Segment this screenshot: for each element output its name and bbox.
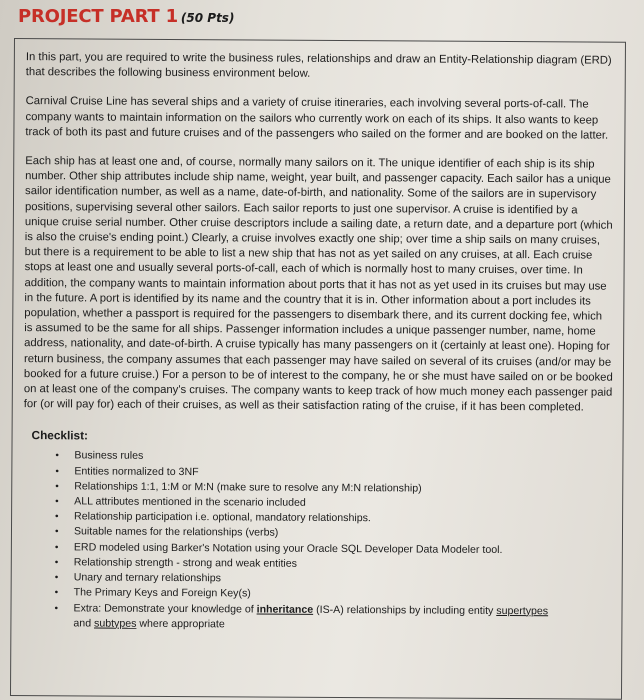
bullet-icon: • (54, 587, 59, 599)
checklist (22, 449, 612, 635)
checklist-item: • Relationship strength - strong and weak entities (54, 556, 298, 570)
checklist-item: • Suitable names for the relationships (verbs) (54, 525, 279, 540)
bullet-icon: • (55, 511, 59, 523)
bullet-icon: • (55, 481, 59, 493)
checklist-item: • Unary and ternary relationships (54, 571, 221, 585)
bullet-icon: • (54, 572, 59, 584)
checklist-item: • The Primary Keys and Foreign Key(s) (54, 586, 251, 600)
bullet-icon: • (54, 526, 59, 538)
checklist-item: • Relationships 1:1, 1:M or M:N (make sure to resolve any M:N relationship) (55, 480, 422, 495)
checklist-item: • ERD modeled using Barker's Notation using your Oracle SQL Developer Data Modeler tool. (54, 541, 503, 556)
checklist-item: • Relationship participation i.e. optional, mandatory relationships. (55, 510, 371, 525)
checklist-item-extra: • Extra: Demonstrate your knowledge of inheritance (IS-A) relationships by including entity supertypes and subtypes where appropriate (54, 601, 549, 631)
bullet-icon: • (54, 602, 59, 614)
scenario-paragraph: Each ship has at least one and, of course, normally many sailors on it. The unique identifier of each ship is its ship number. Other ship attributes include ship name, weight, year built, and passenger capacity. Each sailor has a unique sailor identification number, as well as a name, date-of-birth, and nationality. Some of the sailors are in supervisory positions, supervising several other sailors. Each sailor reports to just one supervisor. A cruise is identified by a unique cruise serial number. Other cruise descriptors include a sailing date, a return date, and a departure port (which is also the cruise's ending point.) Clearly, a cruise involves exactly one ship; over time a ship sails on many cruises, but there is a requirement to be able to list a new ship that has not as yet sailed on any cruises, at all. Each cruise stops at least one and usually several ports-of-call, each of which is normally host to many cruises, over time. In addition, the company wants to maintain information about ports that it has not as yet used in its cruises but may use in the future. A port is identified by its name and the country that it is in. Other information about a port includes its population, whether a passport is required for the passengers to disembark there, and its current docking fee, which is assumed to be the same for all ships. Passenger information includes a unique passenger number, name, home address, nationality, and date-of-birth. A cruise typically has many passengers on it (certainly at least one). Hoping for return business, the company assumes that each passenger may have sailed on several of its cruises (and/or may be booked for a future cruise.) For a person to be of interest to the company, he or she must have sailed on or be booked on at least one of the company's cruises. The company wants to keep track of how much money each passenger paid for (or will pay for) each of their cruises, as well as their satisfaction rating of the cruise, if it has been completed. (23, 155, 613, 414)
subtypes-term: subtypes (94, 617, 137, 630)
background-paragraph: Carnival Cruise Line has several ships and a variety of cruise itineraries, each involving several ports-of-call. The company wants to maintain information on the sailors who currently work on each of its ships. It also wants to keep track of both its past and future cruises and of the passengers who sailed on the former and are booked on the latter. (25, 95, 609, 142)
supertypes-term: supertypes (496, 604, 549, 617)
checklist-item: • Business rules (55, 449, 144, 463)
intro-paragraph: In this part, you are required to write the business rules, relationships and draw an Entity-Relationship diagram (ERD) that describes the following business environment below. (25, 51, 612, 81)
bullet-icon: • (54, 557, 59, 569)
points-label: (50 Pts) (180, 11, 235, 25)
checklist-title: Checklist: (31, 428, 89, 443)
page-title (18, 6, 234, 27)
checklist-item: • Entities normalized to 3NF (55, 465, 199, 478)
bullet-icon: • (55, 496, 59, 508)
project-title: PROJECT PART 1 (18, 6, 178, 27)
checklist-item: • ALL attributes mentioned in the scenario included (55, 495, 306, 509)
inheritance-term: inheritance (256, 602, 314, 616)
bullet-icon: • (54, 541, 59, 553)
bullet-icon: • (55, 450, 59, 462)
bullet-icon: • (55, 465, 59, 477)
assignment-box (10, 38, 626, 700)
